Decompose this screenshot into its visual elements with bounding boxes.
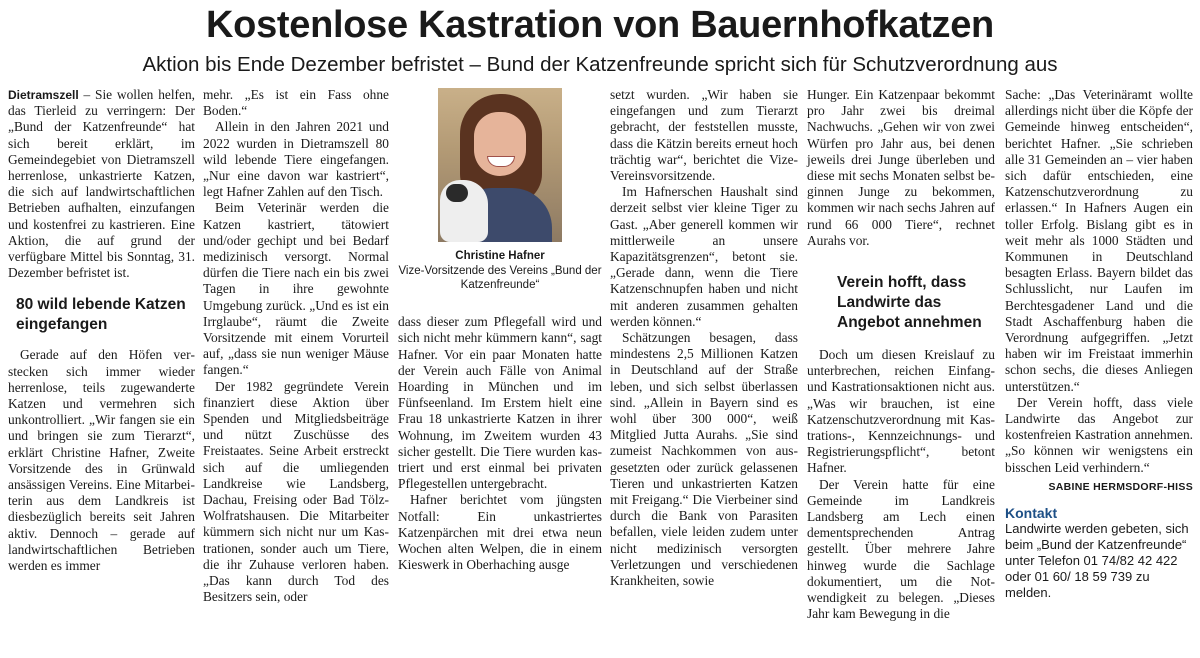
photo-caption-name: Christine Hafner	[455, 250, 545, 262]
paragraph: mehr. „Es ist ein Fass ohne Boden.“	[203, 87, 389, 119]
dateline: Dietramszell	[8, 88, 79, 102]
paragraph: Allein in den Jahren 2021 und 2022 wurden in Dietramszell 80 wild lebende Tiere eingefangen. „Nur eine davon war kastriert“, legt Hafner Zahlen auf den Tisch.	[203, 119, 389, 200]
paragraph	[8, 87, 195, 281]
article-column-6	[1005, 87, 1193, 601]
photo-caption-role: Vize-Vorsitzende des Vereins „Bund der Katzenfreunde“	[398, 265, 602, 292]
article-column-2	[203, 87, 389, 606]
headline: Kostenlose Kastration von Bauernhofkatzen	[206, 4, 994, 46]
portrait-photo	[438, 88, 562, 242]
paragraph: Hunger. Ein Katzenpaar bekommt pro Jahr zwei bis dreimal Nachwuchs. „Gehen wir von zwei Würfen pro Jahr aus, bei denen jeweils drei Junge überleben und diese mit sechs Monaten selbst beginnen Junge zu bekommen, kommen wir nach sechs Jahren auf rund 66 000 Tiere“, rechnet Aurahs vor.	[807, 87, 995, 248]
paragraph: Der Verein hofft, dass viele Landwirte das Angebot zur kostenfreien Kastration annehmen. „So können wir wenigstens ein bisschen Leid verhindern.“	[1005, 394, 1193, 475]
paragraph: Hafner berichtet vom jüngsten Notfall: Ein unkastriertes Katzenpärchen mit drei etwa neun Wochen alten Welpen, die in einem Kieswerk in Oberhaching ausge	[398, 492, 602, 573]
paragraph: Beim Veterinär werden die Katzen kastriert, tätowiert und/oder gechipt und bei Bedarf medizinisch versorgt. Normal dürfen die Tiere nach ein bis zwei Tagen in ihre gewohnte Umgebung zurück. „Und es ist ein Irrglaube“, räumt die Zweite Vorsitzende mit einem Vorurteil auf, „dass sie nun weniger Mäuse fangen.“	[203, 200, 389, 378]
author-byline: SABINE HERMSDORF-HISS	[1048, 480, 1193, 493]
subheadline: Aktion bis Ende Dezember befristet – Bund der Katzenfreunde spricht sich für Schutzverordnung aus	[142, 53, 1058, 76]
paragraph: setzt wurden. „Wir haben sie eingefangen und zum Tierarzt gebracht, der feststellen musste, dass die Kätzin bereits erneut hoch trächtig war“, berichtet die Vize-Vereinsvorsitzende.	[610, 87, 798, 184]
paragraph: Im Hafnerschen Haushalt sind derzeit selbst vier kleine Tiger zu Gast. „Aber generell kommen wir mittlerweile an unsere Kapazitätsgrenzen“, betont sie. „Gerade dann, wenn die Tiere Katzenschnupfen haben und nicht mit anderen zusammen gehalten werden können.“	[610, 184, 798, 329]
paragraph: Doch um diesen Kreislauf zu unterbrechen, reichen Einfang- und Kastrationsaktionen nicht aus. „Was wir brauchen, ist eine Katzenschutzverordnung mit Kastrations-, Kennzeichnungs- und Registrierungspflicht“, betont Hafner.	[807, 347, 995, 476]
paragraph: Der 1982 gegründete Verein finanziert diese Aktion über Spenden und Mitgliedsbeiträge und nützt Zuschüsse des Freistaates. Seine Arbeit erstreckt sich auf die umliegenden Landkreise wie Landsberg, Dachau, Freising oder Bad Tölz-Wolfratshausen. Die Mitarbeiter kümmern sich nicht nur um Kastrationen, sonder auch um Tiere, die ihr Zuhause verloren haben. „Das kann durch Tod des Besitzers sein, oder	[203, 378, 389, 605]
paragraph-text: – Sie wollen helfen, das Tierleid zu verringern: Der „Bund der Katzenfreunde“ hat sich bereit erklärt, im Gemeindegebiet von Dietramszell herrenlose, unkastrierte Katzen, die sich auf landwirtschaftlichen Betrieben aufhalten, einzufangen und kostenfrei zu kastrieren. Eine Aktion, die auf grund der verfügbare Mittel bis Sonntag, 31. Dezember befristet ist.	[8, 87, 195, 281]
contact-heading: Kontakt	[1005, 505, 1058, 522]
paragraph: Sache: „Das Veterinäramt wollte allerdings nicht über die Köpfe der Gemeinde hinweg entscheiden“, berichtet Hafner. „Sie schrieben alle 31 Gemeinden an – vier haben sich dafür entschieden, eine Katzenschutzverordnung zu erlassen.“ In Hafners Augen ein toller Erfolg. Bislang gibt es in weit mehr als 1000 Städten und Kommunen in Deutschland besagten Erlass. Bayern bildet das Schlusslicht, nur Laufen im Berchtesgadener Land und die Stadt Aschaffenburg haben die Verordnung aufgegriffen. „Jetzt haben wir im Freistaat immerhin schon sechs, die dieses Anliegen unterstützen.“	[1005, 87, 1193, 394]
article-column-4	[610, 87, 798, 589]
paragraph: Der Verein hatte für eine Gemeinde im Landkreis Landsberg am Lech einen dementsprechenden Antrag gestellt. Über mehrere Jahre hinweg wurde die Sachlage dokumentiert, um die Notwendigkeit zu belegen. „Dieses Jahr kam Bewegung in die	[807, 476, 995, 622]
article-column-1	[8, 87, 195, 574]
paragraph: Schätzungen besagen, dass mindestens 2,5 Millionen Katzen in Deutschland auf der Straße leben, und sich selbst überlassen sind. „Allein in Bayern sind es wohl über 300 000“, weiß Mitglied Jutta Aurahs. „Sie sind zumeist Nachkommen von ausgesetzten oder zurück gelassenen Tieren und unkastrierten Katzen mit Freigang.“ Die Vierbeiner sind durch die Bank von Parasiten befallen, viele leiden zudem unter nicht medizinisch versorgten Verletzungen und verschiedenen Krankheiten, sowie	[610, 330, 798, 589]
contact-text: Landwirte werden gebeten, sich beim „Bund der Katzenfreunde“ unter Telefon 01 74/82 42 422 oder 01 60/ 18 59 739 zu melden.	[1005, 521, 1189, 601]
paragraph: Gerade auf den Höfen verstecken sich immer wieder herrenlose, teils zugewanderte Katzen und vermehren sich unkontrolliert. „Wir fangen sie ein und bringen sie zum Tierarzt“, erklärt Christine Hafner, Zweite Vorsitzende des in Grünwald ansässigen Vereins. Eine Mitarbeiterin aus dem Landkreis ist diesbezüglich bereits seit Jahren aktiv. Dennoch – gerade auf landwirtschaftlichen Betrieben werden es immer	[8, 347, 195, 574]
article-column-5	[807, 87, 995, 622]
section-subhead: 80 wild lebende Katzen eingefangen	[16, 296, 186, 334]
paragraph: dass dieser zum Pflegefall wird und sich nicht mehr kümmern kann“, sagt Hafner. Vor ein paar Monaten hatte der Verein auch Fälle von Animal Hoarding in München und im Fünfseenland. Im Erstem hielt eine Frau 18 unkastrierte Katzen in ihrer Wohnung, im Zweitem wurden 43 sicher gestellt. Die Tiere wurden kastriert und erst einmal bei privaten Pflegestellen untergebracht.	[398, 314, 602, 492]
article-column-3	[398, 88, 602, 573]
section-subhead: Verein hofft, dass Landwirte das Angebot annehmen	[837, 274, 982, 332]
